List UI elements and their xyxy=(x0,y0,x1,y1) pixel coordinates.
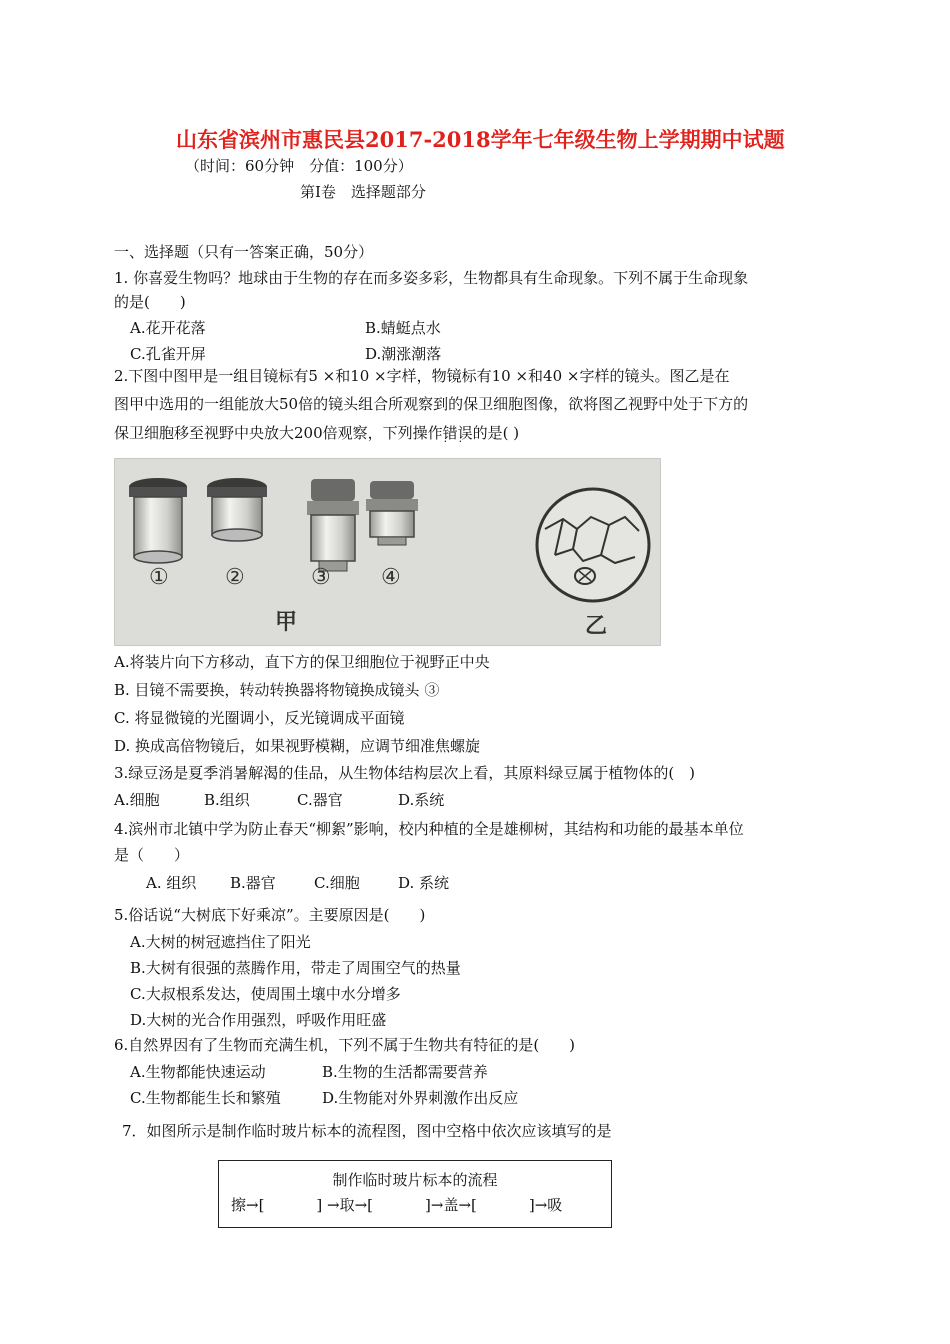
label-jia: 甲 xyxy=(275,609,298,635)
part-heading: 一、选择题（只有一答案正确，50分） xyxy=(114,243,374,261)
q3-option-b: B.组织 xyxy=(204,791,250,809)
q1-option-a: A.花开花落 xyxy=(130,319,206,337)
flow-step-4: ]→吸 xyxy=(528,1196,563,1214)
q2-emphasis-word: 错误 · · xyxy=(443,424,473,442)
q4-option-b: B.器官 xyxy=(230,874,276,892)
q1-option-c: C.孔雀开屏 xyxy=(130,345,206,363)
label-yi: 乙 xyxy=(585,613,608,639)
q1-stem-line1: 1. 你喜爱生物吗？地球由于生物的存在而多姿多彩，生物都具有生命现象。下列不属于生命现象 xyxy=(114,269,749,287)
q6-option-d: D.生物能对外界刺激作出反应 xyxy=(322,1089,519,1107)
microscope-figure-svg xyxy=(115,459,660,645)
q6-option-c: C.生物都能生长和繁殖 xyxy=(130,1089,281,1107)
q2-option-b: B. 目镜不需要换，转动转换器将物镜换成镜头 ③ xyxy=(114,681,440,699)
q3-stem: 3.绿豆汤是夏季消暑解渴的佳品，从生物体结构层次上看，其原料绿豆属于植物体的( ) xyxy=(114,764,696,782)
q5-option-c: C.大叔根系发达，使周围土壤中水分增多 xyxy=(130,985,401,1003)
label-three: ③ xyxy=(311,565,331,590)
objective-short-icon xyxy=(366,481,418,545)
q2-option-c: C. 将显微镜的光圈调小，反光镜调成平面镜 xyxy=(114,709,405,727)
exam-title: 山东省滨州市惠民县2017-2018学年七年级生物上学期期中试题 xyxy=(176,127,785,152)
microscope-figure xyxy=(114,458,661,646)
field-of-view-icon xyxy=(537,489,649,601)
exam-meta: （时间：60分钟 分值：100分） xyxy=(185,157,413,175)
flow-step-1: 擦→[ xyxy=(231,1196,265,1214)
flowchart-title: 制作临时玻片标本的流程 xyxy=(332,1171,498,1189)
label-four: ④ xyxy=(381,565,401,590)
q5-option-a: A.大树的树冠遮挡住了阳光 xyxy=(130,933,311,951)
q2-stem-part1: 保卫细胞移至视野中央放大200倍观察，下列操作 xyxy=(114,424,443,442)
q3-option-c: C.器官 xyxy=(297,791,343,809)
q4-stem-line1: 4.滨州市北镇中学为防止春天“柳絮”影响，校内种植的全是雄柳树，其结构和功能的最基本单位 xyxy=(114,820,744,838)
q2-option-a: A.将装片向下方移动，直下方的保卫细胞位于视野正中央 xyxy=(114,653,490,671)
label-two: ② xyxy=(225,565,245,590)
q1-option-b: B.蜻蜓点水 xyxy=(365,319,441,337)
q2-stem-line1: 2.下图中图甲是一组目镜标有5 ×和10 ×字样，物镜标有10 ×和40 ×字样的镜头。图乙是在 xyxy=(114,367,730,385)
eyepiece-short-icon xyxy=(207,478,267,541)
q1-stem-line2: 的是( ) xyxy=(114,293,186,311)
q5-option-d: D.大树的光合作用强烈，呼吸作用旺盛 xyxy=(130,1011,387,1029)
q2-option-d: D. 换成高倍物镜后，如果视野模糊，应调节细准焦螺旋 xyxy=(114,737,481,755)
eyepiece-long-icon xyxy=(129,478,187,563)
q1-option-d: D.潮涨潮落 xyxy=(365,345,442,363)
q3-option-d: D.系统 xyxy=(398,791,445,809)
q2-stem-line2: 图甲中选用的一组能放大50倍的镜头组合所观察到的保卫细胞图像，欲将图乙视野中处于下方的 xyxy=(114,395,749,413)
flow-step-3: ]→盖→[ xyxy=(425,1196,477,1214)
q3-option-a: A.细胞 xyxy=(114,791,160,809)
flowchart-steps xyxy=(231,1194,562,1215)
q6-option-b: B.生物的生活都需要营养 xyxy=(322,1063,488,1081)
q2-stem-part2: 的是( ) xyxy=(472,424,520,442)
q4-option-c: C.细胞 xyxy=(314,874,360,892)
q5-stem: 5.俗话说“大树底下好乘凉”。主要原因是( ) xyxy=(114,906,426,924)
section-heading: 第Ⅰ卷 选择题部分 xyxy=(300,183,426,201)
q2-stem-line3 xyxy=(114,423,519,443)
q4-stem-line2: 是（ ） xyxy=(114,846,190,864)
q4-option-d: D. 系统 xyxy=(398,874,450,892)
label-one: ① xyxy=(149,565,169,590)
flow-step-2: ] →取→[ xyxy=(316,1196,374,1214)
q7-stem: 7．如图所示是制作临时玻片标本的流程图，图中空格中依次应该填写的是 xyxy=(122,1122,612,1140)
q6-option-a: A.生物都能快速运动 xyxy=(130,1063,266,1081)
q4-option-a: A. 组织 xyxy=(146,874,197,892)
q5-option-b: B.大树有很强的蒸腾作用，带走了周围空气的热量 xyxy=(130,959,461,977)
q6-stem: 6.自然界因有了生物而充满生机，下列不属于生物共有特征的是( ) xyxy=(114,1036,576,1054)
flowchart-box xyxy=(218,1160,612,1228)
objective-long-icon xyxy=(307,479,359,571)
